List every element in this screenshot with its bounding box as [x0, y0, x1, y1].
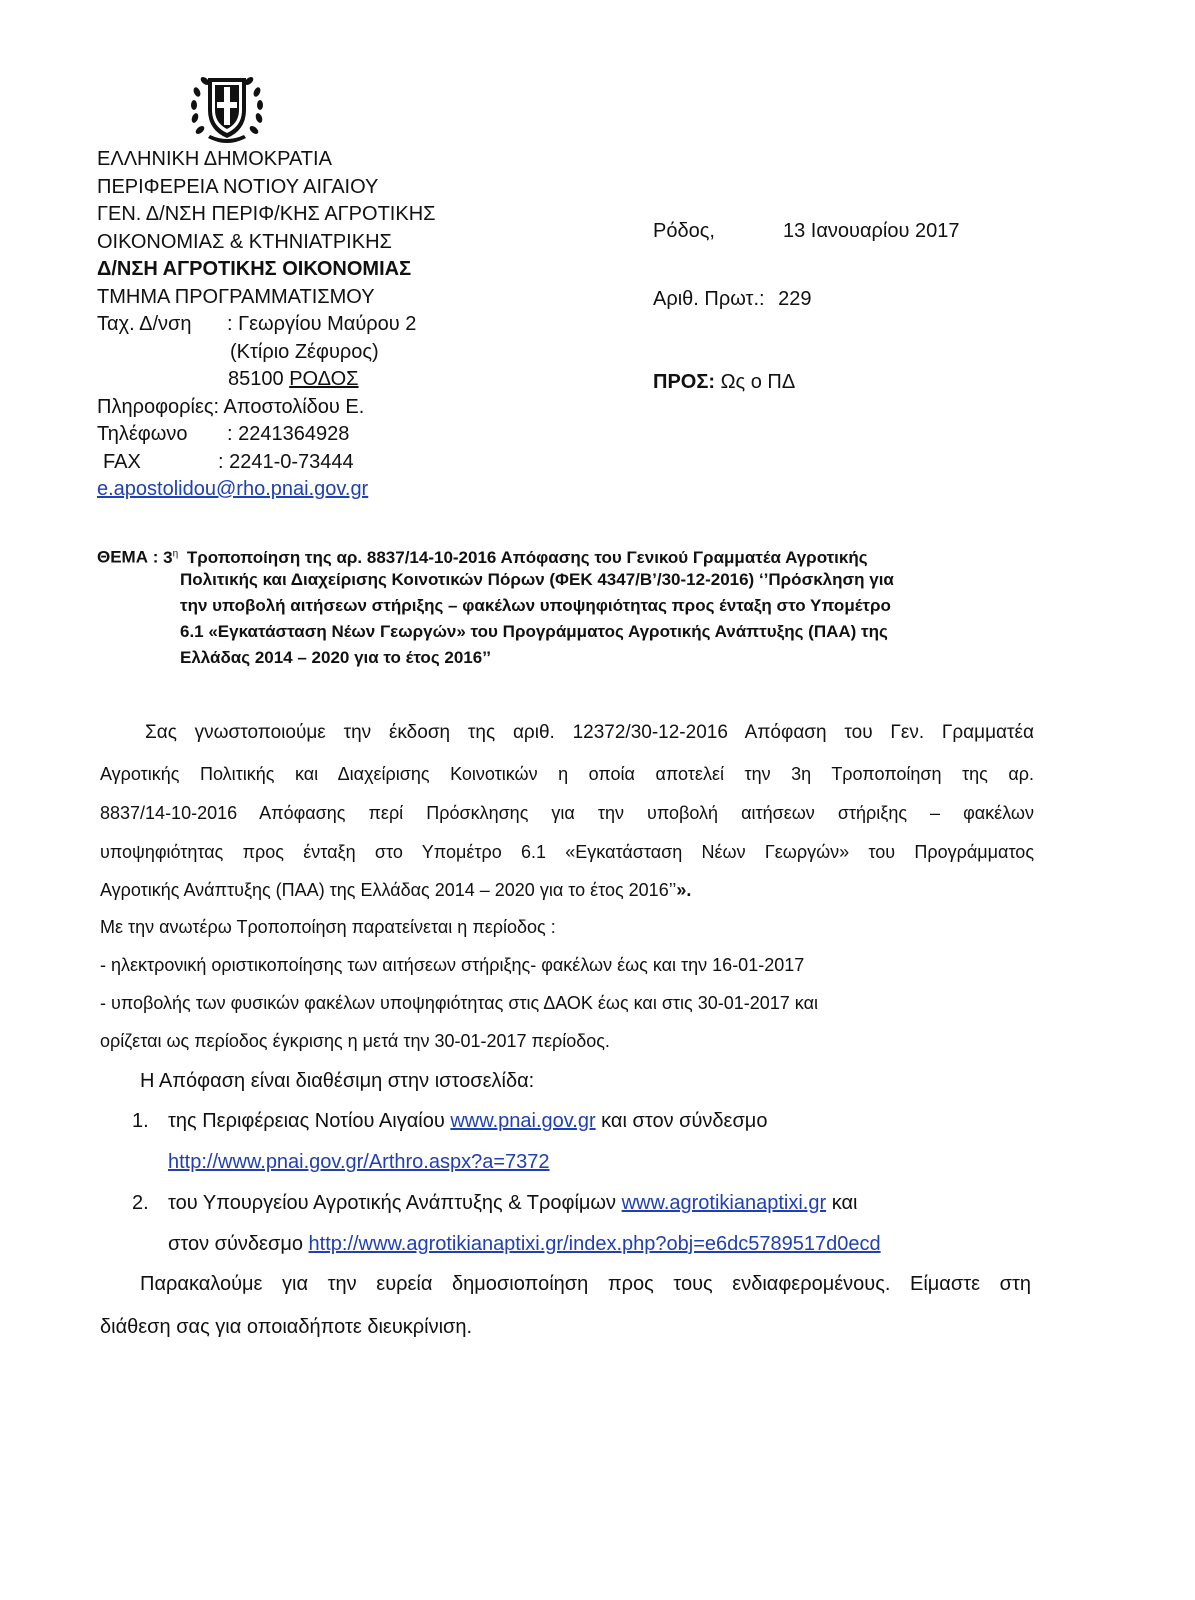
subject-ordinal [163, 548, 178, 567]
list-item-1 [132, 1110, 1087, 1133]
address-postcode-row [97, 366, 436, 394]
recipient-label: ΠΡΟΣ: [653, 371, 716, 393]
subject-continuation [180, 567, 894, 671]
address-street: : Γεωργίου Μαύρου 2 [227, 313, 417, 335]
phone-row [97, 421, 436, 449]
body-deadline-electronic: - ηλεκτρονική οριστικοποίησης των αιτήσεων στήριξης- φακέλων έως και την 16-01-2017 [100, 955, 805, 975]
header-line-economy: ΟΙΚΟΝΟΜΙΑΣ & ΚΤΗΝΙΑΤΡΙΚΗΣ [97, 230, 392, 253]
list-item-1-number: 1. [132, 1110, 149, 1132]
list-item-1-mid: και στον σύνδεσμο [601, 1110, 768, 1132]
header-line-directorate: Δ/ΝΣΗ ΑΓΡΟΤΙΚΗΣ ΟΙΚΟΝΟΜΙΑΣ [97, 258, 412, 280]
body-availability: Η Απόφαση είναι διαθέσιμη στην ιστοσελίδα: [140, 1070, 535, 1092]
body-p1-line-5-end: ». [676, 880, 692, 900]
body-p1-line-5 [100, 880, 1055, 901]
recipient-value: Ως ο ΠΔ [720, 371, 796, 393]
header-line-department: ΤΜΗΜΑ ΠΡΟΓΡΑΜΜΑΤΙΣΜΟΥ [97, 285, 375, 308]
body-p1-line-5-text: Αγροτικής Ανάπτυξης (ΠΑΑ) της Ελλάδας 2014 – 2020 για το έτος 2016’’ [100, 880, 677, 900]
fax-label: FAX [103, 450, 141, 473]
pnai-article-link[interactable]: http://www.pnai.gov.gr/Arthro.aspx?a=7372 [168, 1151, 550, 1173]
fax-value: : 2241-0-73444 [218, 450, 354, 473]
list-item-2-number: 2. [132, 1192, 149, 1214]
sender-header [97, 146, 436, 504]
agrotikianaptixi-website-link[interactable]: www.agrotikianaptixi.gr [621, 1192, 827, 1214]
info-label: Πληροφορίες: [97, 395, 220, 418]
body-deadline-physical: - υποβολής των φυσικών φακέλων υποψηφιότητας στις ΔΑΟΚ έως και στις 30-01-2017 και [100, 993, 818, 1013]
date: 13 Ιανουαρίου 2017 [783, 220, 960, 242]
subject-line-3: την υποβολή αιτήσεων στήριξης – φακέλων υποψηφιότητας προς ένταξη στο Υπομέτρο [180, 596, 891, 615]
list-item-2 [132, 1192, 1087, 1215]
address-building: (Κτίριο Ζέφυρος) [230, 340, 379, 363]
address-postcode: 85100 [228, 368, 284, 390]
list-item-1-text: της Περιφέρειας Νοτίου Αιγαίου [168, 1110, 445, 1132]
document-place-date [653, 218, 959, 246]
list-item-1-url-row [168, 1151, 1123, 1174]
agrotikianaptixi-article-link[interactable]: http://www.agrotikianaptixi.gr/index.php?obj=e6dc5789517d0ecd [308, 1233, 881, 1255]
subject-line-1: Τροποποίηση της αρ. 8837/14-10-2016 Απόφασης του Γενικού Γραμματέα Αγροτικής [186, 547, 868, 567]
list-item-2-url-row [168, 1233, 1123, 1256]
protocol-number: 229 [778, 288, 812, 310]
phone-label: Τηλέφωνο [97, 423, 188, 445]
list-item-2-prefix: στον σύνδεσμο [168, 1233, 303, 1255]
info-row [97, 394, 436, 422]
header-line-directorate-general: ΓΕΝ. Δ/ΝΣΗ ΠΕΡΙΦ/ΚΗΣ ΑΓΡΟΤΙΚΗΣ [97, 203, 436, 225]
list-item-2-mid: και [831, 1192, 858, 1214]
body-p1-line-1: Σας γνωστοποιούμε την έκδοση της αριθ. 12372/30-12-2016 Απόφαση του Γεν. Γραμματέα [145, 722, 1034, 743]
body-extension-intro: Με την ανωτέρω Τροποποίηση παρατείνεται η περίοδος : [100, 917, 556, 937]
place: Ρόδος, [653, 220, 715, 242]
header-line-country: ΕΛΛΗΝΙΚΗ ΔΗΜΟΚΡΑΤΙΑ [97, 148, 332, 170]
body-p1-line-2: Αγροτικής Πολιτικής και Διαχείρισης Κοινοτικών η οποία αποτελεί την 3η Τροποποίηση της αρ. [100, 764, 1034, 784]
subject-ordinal-sup: η [172, 548, 179, 559]
body-p1-line-4: υποψηφιότητας προς ένταξη στο Υπομέτρο 6.1 «Εγκατάσταση Νέων Γεωργών» του Προγράμματος [100, 842, 1034, 862]
phone-value: : 2241364928 [227, 423, 350, 445]
address-label: Ταχ. Δ/νση [97, 313, 192, 335]
header-line-region: ΠΕΡΙΦΕΡΕΙΑ ΝΟΤΙΟΥ ΑΙΓΑΙΟΥ [97, 175, 379, 198]
fax-row [97, 449, 436, 477]
subject-line-2: Πολιτικής και Διαχείρισης Κοινοτικών Πόρων (ΦΕΚ 4347/Β’/30-12-2016) ‘’Πρόσκληση για [180, 570, 894, 589]
address-city: ΡΟΔΟΣ [289, 368, 359, 390]
body-approval-period: ορίζεται ως περίοδος έγκρισης η μετά την 30-01-2017 περίοδος. [100, 1031, 610, 1051]
email-link[interactable]: e.apostolidou@rho.pnai.gov.gr [97, 478, 369, 500]
info-value: Αποστολίδου Ε. [223, 395, 365, 418]
closing-line-2: διάθεση σας για οποιαδήποτε διευκρίνιση. [100, 1316, 473, 1338]
recipient-row [653, 369, 795, 397]
subject-label: ΘΕΜΑ : [97, 547, 159, 567]
address-row [97, 311, 436, 339]
body-p1-line-3: 8837/14-10-2016 Απόφασης περί Πρόσκλησης για την υποβολή αιτήσεων στήριξης – φακέλων [100, 803, 1034, 823]
subject-line-4: 6.1 «Εγκατάσταση Νέων Γεωργών» του Προγράμματος Αγροτικής Ανάπτυξης (ΠΑΑ) της [180, 622, 888, 641]
subject-ordinal-number: 3 [163, 547, 173, 567]
list-item-2-text: του Υπουργείου Αγροτικής Ανάπτυξης & Τροφίμων [168, 1192, 617, 1214]
pnai-website-link[interactable]: www.pnai.gov.gr [450, 1110, 596, 1132]
subject-line-5: Ελλάδας 2014 – 2020 για το έτος 2016’’ [180, 648, 492, 667]
closing-line-1: Παρακαλούμε για την ευρεία δημοσιοποίηση προς τους ενδιαφερομένους. Είμαστε στη [140, 1273, 1031, 1295]
protocol-row [653, 286, 812, 314]
protocol-label: Αριθ. Πρωτ.: [653, 288, 765, 310]
greek-coat-of-arms-emblem [186, 68, 268, 148]
